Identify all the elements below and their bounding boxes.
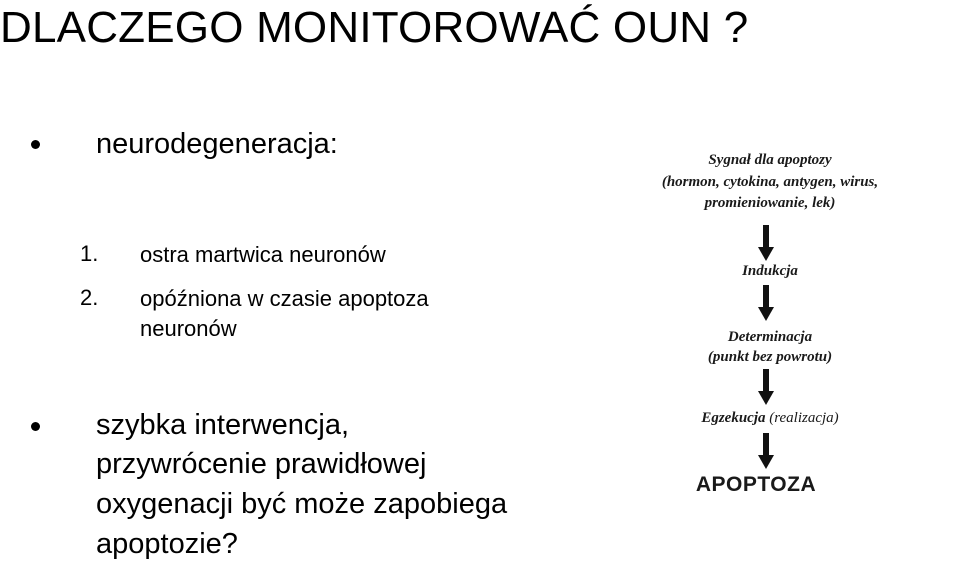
flow-execution-row [620,408,920,428]
bullet-neurodegeneration: neurodegeneracja: [96,128,338,160]
flow-induction-label: Indukcja [742,263,798,279]
down-arrow-icon [758,285,774,321]
bullet-intervention-line2: przywrócenie prawidłowej [96,448,427,480]
bullet-intervention-line4: apoptozie? [96,528,238,560]
flow-signal-detail-line2: promieniowanie, lek) [704,195,836,211]
bullet-dot [31,140,40,149]
flow-execution-detail: (realizacja) [769,410,839,426]
down-arrow-icon [758,225,774,261]
list-number-1: 1. [80,241,99,266]
flow-result-apoptosis: APOPTOZA [695,473,817,496]
down-arrow-icon [758,433,774,469]
flow-determination-detail: (punkt bez powrotu) [707,349,833,365]
list-item-acute-necrosis: ostra martwica neuronów [140,242,386,267]
bullet-intervention-line3: oxygenacji być może zapobiega [96,488,508,520]
apoptosis-flow-diagram [620,145,920,505]
bullet-intervention-line1: szybka interwencja, [96,409,350,441]
flow-signal-label: Sygnał dla apoptozy [708,152,832,168]
list-number-2: 2. [80,285,99,310]
flow-signal-detail [620,172,920,214]
slide-title: DLACZEGO MONITOROWAĆ OUN ? [0,3,749,52]
down-arrow-icon [758,369,774,405]
flow-execution-label: Egzekucja [701,410,766,426]
list-item-delayed-apoptosis-line2: neuronów [140,316,237,341]
bullet-dot [31,422,40,431]
flow-determination-label: Determinacja [727,329,813,345]
list-item-delayed-apoptosis-line1: opóźniona w czasie apoptoza [140,286,429,311]
flow-signal-detail-line1: (hormon, cytokina, antygen, wirus, [661,174,879,190]
